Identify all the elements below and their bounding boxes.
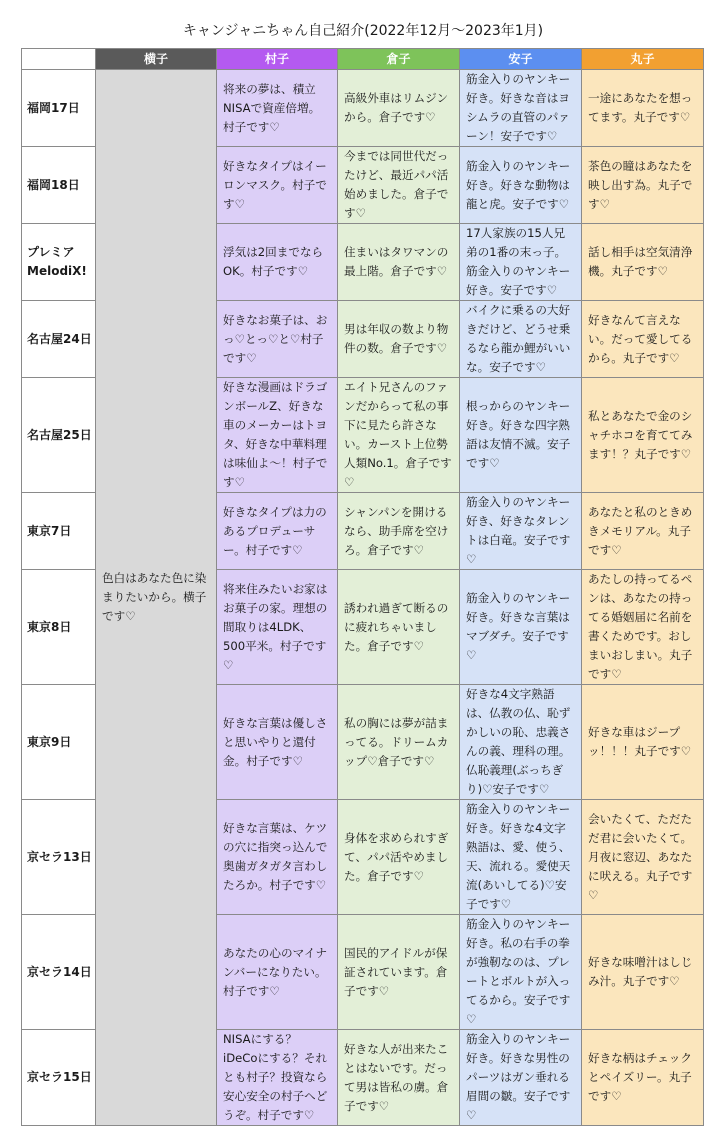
- kura-cell: 好きな人が出来たことはないです。だって男は皆私の虜。倉子です♡: [338, 1030, 460, 1126]
- kura-cell: 身体を求められすぎて、パパ活やめました。倉子です♡: [338, 800, 460, 915]
- venue-cell: 京セラ14日: [22, 915, 96, 1030]
- venue-cell: 名古屋24日: [22, 301, 96, 378]
- maru-cell: 好きな車はジープッ！！！丸子です♡: [582, 685, 704, 800]
- venue-cell: 名古屋25日: [22, 378, 96, 493]
- mura-cell: 好きなタイプは力のあるプロデューサー。村子です♡: [217, 493, 338, 570]
- yasu-cell: 筋金入りのヤンキー好き。好きな言葉はマブダチ。安子です♡: [460, 570, 582, 685]
- yasu-cell: 筋金入りのヤンキー好き。私の右手の拳が強靭なのは、プレートとボルトが入ってるから。安子です♡: [460, 915, 582, 1030]
- maru-cell: 好きな柄はチェックとペイズリー。丸子です♡: [582, 1030, 704, 1126]
- venue-cell: 東京9日: [22, 685, 96, 800]
- mura-cell: 将来住みたいお家はお菓子の家。理想の間取りは4LDK、500平米。村子です♡: [217, 570, 338, 685]
- yasu-cell: 筋金入りのヤンキー好き、好きなタレントは白竜。安子です♡: [460, 493, 582, 570]
- kura-cell: 男は年収の数より物件の数。倉子です♡: [338, 301, 460, 378]
- kura-cell: 誘われ過ぎて断るのに疲れちゃいました。倉子です♡: [338, 570, 460, 685]
- maru-cell: 私とあなたで金のシャチホコを育ててみます！？丸子です♡: [582, 378, 704, 493]
- kura-cell: エイト兄さんのファンだからって私の事下に見たら許さない。カースト上位勢人類No.1。倉子です♡: [338, 378, 460, 493]
- header-blank: [22, 49, 96, 70]
- yasu-cell: バイクに乗るの大好きだけど、どうせ乗るなら龍か鯉がいいな。安子です♡: [460, 301, 582, 378]
- yasu-cell: 筋金入りのヤンキー好き。好きな男性のパーツはガン垂れる眉間の皺。安子です♡: [460, 1030, 582, 1126]
- mura-cell: 好きな漫画はドラゴンボールZ、好きな車のメーカーはトヨタ、好きな中華料理は味仙よ〜！村子です♡: [217, 378, 338, 493]
- venue-cell: 京セラ15日: [22, 1030, 96, 1126]
- header-kura: 倉子: [338, 49, 460, 70]
- maru-cell: 話し相手は空気清浄機。丸子です♡: [582, 224, 704, 301]
- yasu-cell: 好きな4文字熟語は、仏教の仏、恥ずかしいの恥、忠義さんの義、理科の理。仏恥義理(ぶっちぎり)♡安子です♡: [460, 685, 582, 800]
- maru-cell: 好きな味噌汁はしじみ汁。丸子です♡: [582, 915, 704, 1030]
- header-yasu: 安子: [460, 49, 582, 70]
- yasu-cell: 根っからのヤンキー好き。好きな四字熟語は友情不滅。安子です♡: [460, 378, 582, 493]
- mura-cell: 好きなお菓子は、おっ♡とっ♡と♡村子です♡: [217, 301, 338, 378]
- table-row: [22, 70, 704, 147]
- yasu-cell: 筋金入りのヤンキー好き。好きな動物は龍と虎。安子です♡: [460, 147, 582, 224]
- mura-cell: 好きな言葉は優しさと思いやりと還付金。村子です♡: [217, 685, 338, 800]
- mura-cell: 好きな言葉は、ケツの穴に指突っ込んで奥歯ガタガタ言わしたろか。村子です♡: [217, 800, 338, 915]
- maru-cell: あたしの持ってるペンは、あなたの持ってる婚姻届に名前を書くためです。おしまいおしまい。丸子です♡: [582, 570, 704, 685]
- mura-cell: NISAにする？iDeCoにする？それとも村子？投資なら安心安全の村子へどうぞ。村子です♡: [217, 1030, 338, 1126]
- kura-cell: 住まいはタワマンの最上階。倉子です♡: [338, 224, 460, 301]
- header-mura: 村子: [217, 49, 338, 70]
- maru-cell: 会いたくて、ただただ君に会いたくて。月夜に窓辺、あなたに吠える。丸子です♡: [582, 800, 704, 915]
- kura-cell: 国民的アイドルが保証されています。倉子です♡: [338, 915, 460, 1030]
- kura-cell: 高級外車はリムジンから。倉子です♡: [338, 70, 460, 147]
- page-title: キャンジャニちゃん自己紹介(2022年12月〜2023年1月): [182, 23, 544, 39]
- venue-cell: 東京8日: [22, 570, 96, 685]
- venue-cell: 福岡18日: [22, 147, 96, 224]
- maru-cell: 一途にあなたを想ってます。丸子です♡: [582, 70, 704, 147]
- maru-cell: あなたと私のときめきメモリアル。丸子です♡: [582, 493, 704, 570]
- maru-cell: 茶色の瞳はあなたを映し出す為。丸子です♡: [582, 147, 704, 224]
- venue-cell: プレミアMelodiX!: [22, 224, 96, 301]
- mura-cell: 浮気は2回までならOK。村子です♡: [217, 224, 338, 301]
- mura-cell: 好きなタイプはイーロンマスク。村子です♡: [217, 147, 338, 224]
- yoko-cell: 色白はあなた色に染まりたいから。横子です♡: [96, 70, 217, 1126]
- kura-cell: 今までは同世代だったけど、最近パパ活始めました。倉子です♡: [338, 147, 460, 224]
- mura-cell: あなたの心のマイナンバーになりたい。村子です♡: [217, 915, 338, 1030]
- kura-cell: シャンパンを開けるなら、助手席を空けろ。倉子です♡: [338, 493, 460, 570]
- yasu-cell: 筋金入りのヤンキー好き。好きな音はヨシムラの直管のパァーン！安子です♡: [460, 70, 582, 147]
- venue-cell: 京セラ13日: [22, 800, 96, 915]
- header-yoko: 横子: [96, 49, 217, 70]
- intro-table: [21, 48, 704, 1126]
- header-maru: 丸子: [582, 49, 704, 70]
- kura-cell: 私の胸には夢が詰まってる。ドリームカップ♡倉子です♡: [338, 685, 460, 800]
- venue-cell: 福岡17日: [22, 70, 96, 147]
- maru-cell: 好きなんて言えない。だって愛してるから。丸子です♡: [582, 301, 704, 378]
- header-row: [22, 49, 704, 70]
- yasu-cell: 17人家族の15人兄弟の1番の末っ子。筋金入りのヤンキー好き。安子です♡: [460, 224, 582, 301]
- yasu-cell: 筋金入りのヤンキー好き。好きな4文字熟語は、愛、使う、天、流れる。愛使天流(あいしてる)♡安子です♡: [460, 800, 582, 915]
- mura-cell: 将来の夢は、積立NISAで資産倍増。村子です♡: [217, 70, 338, 147]
- venue-cell: 東京7日: [22, 493, 96, 570]
